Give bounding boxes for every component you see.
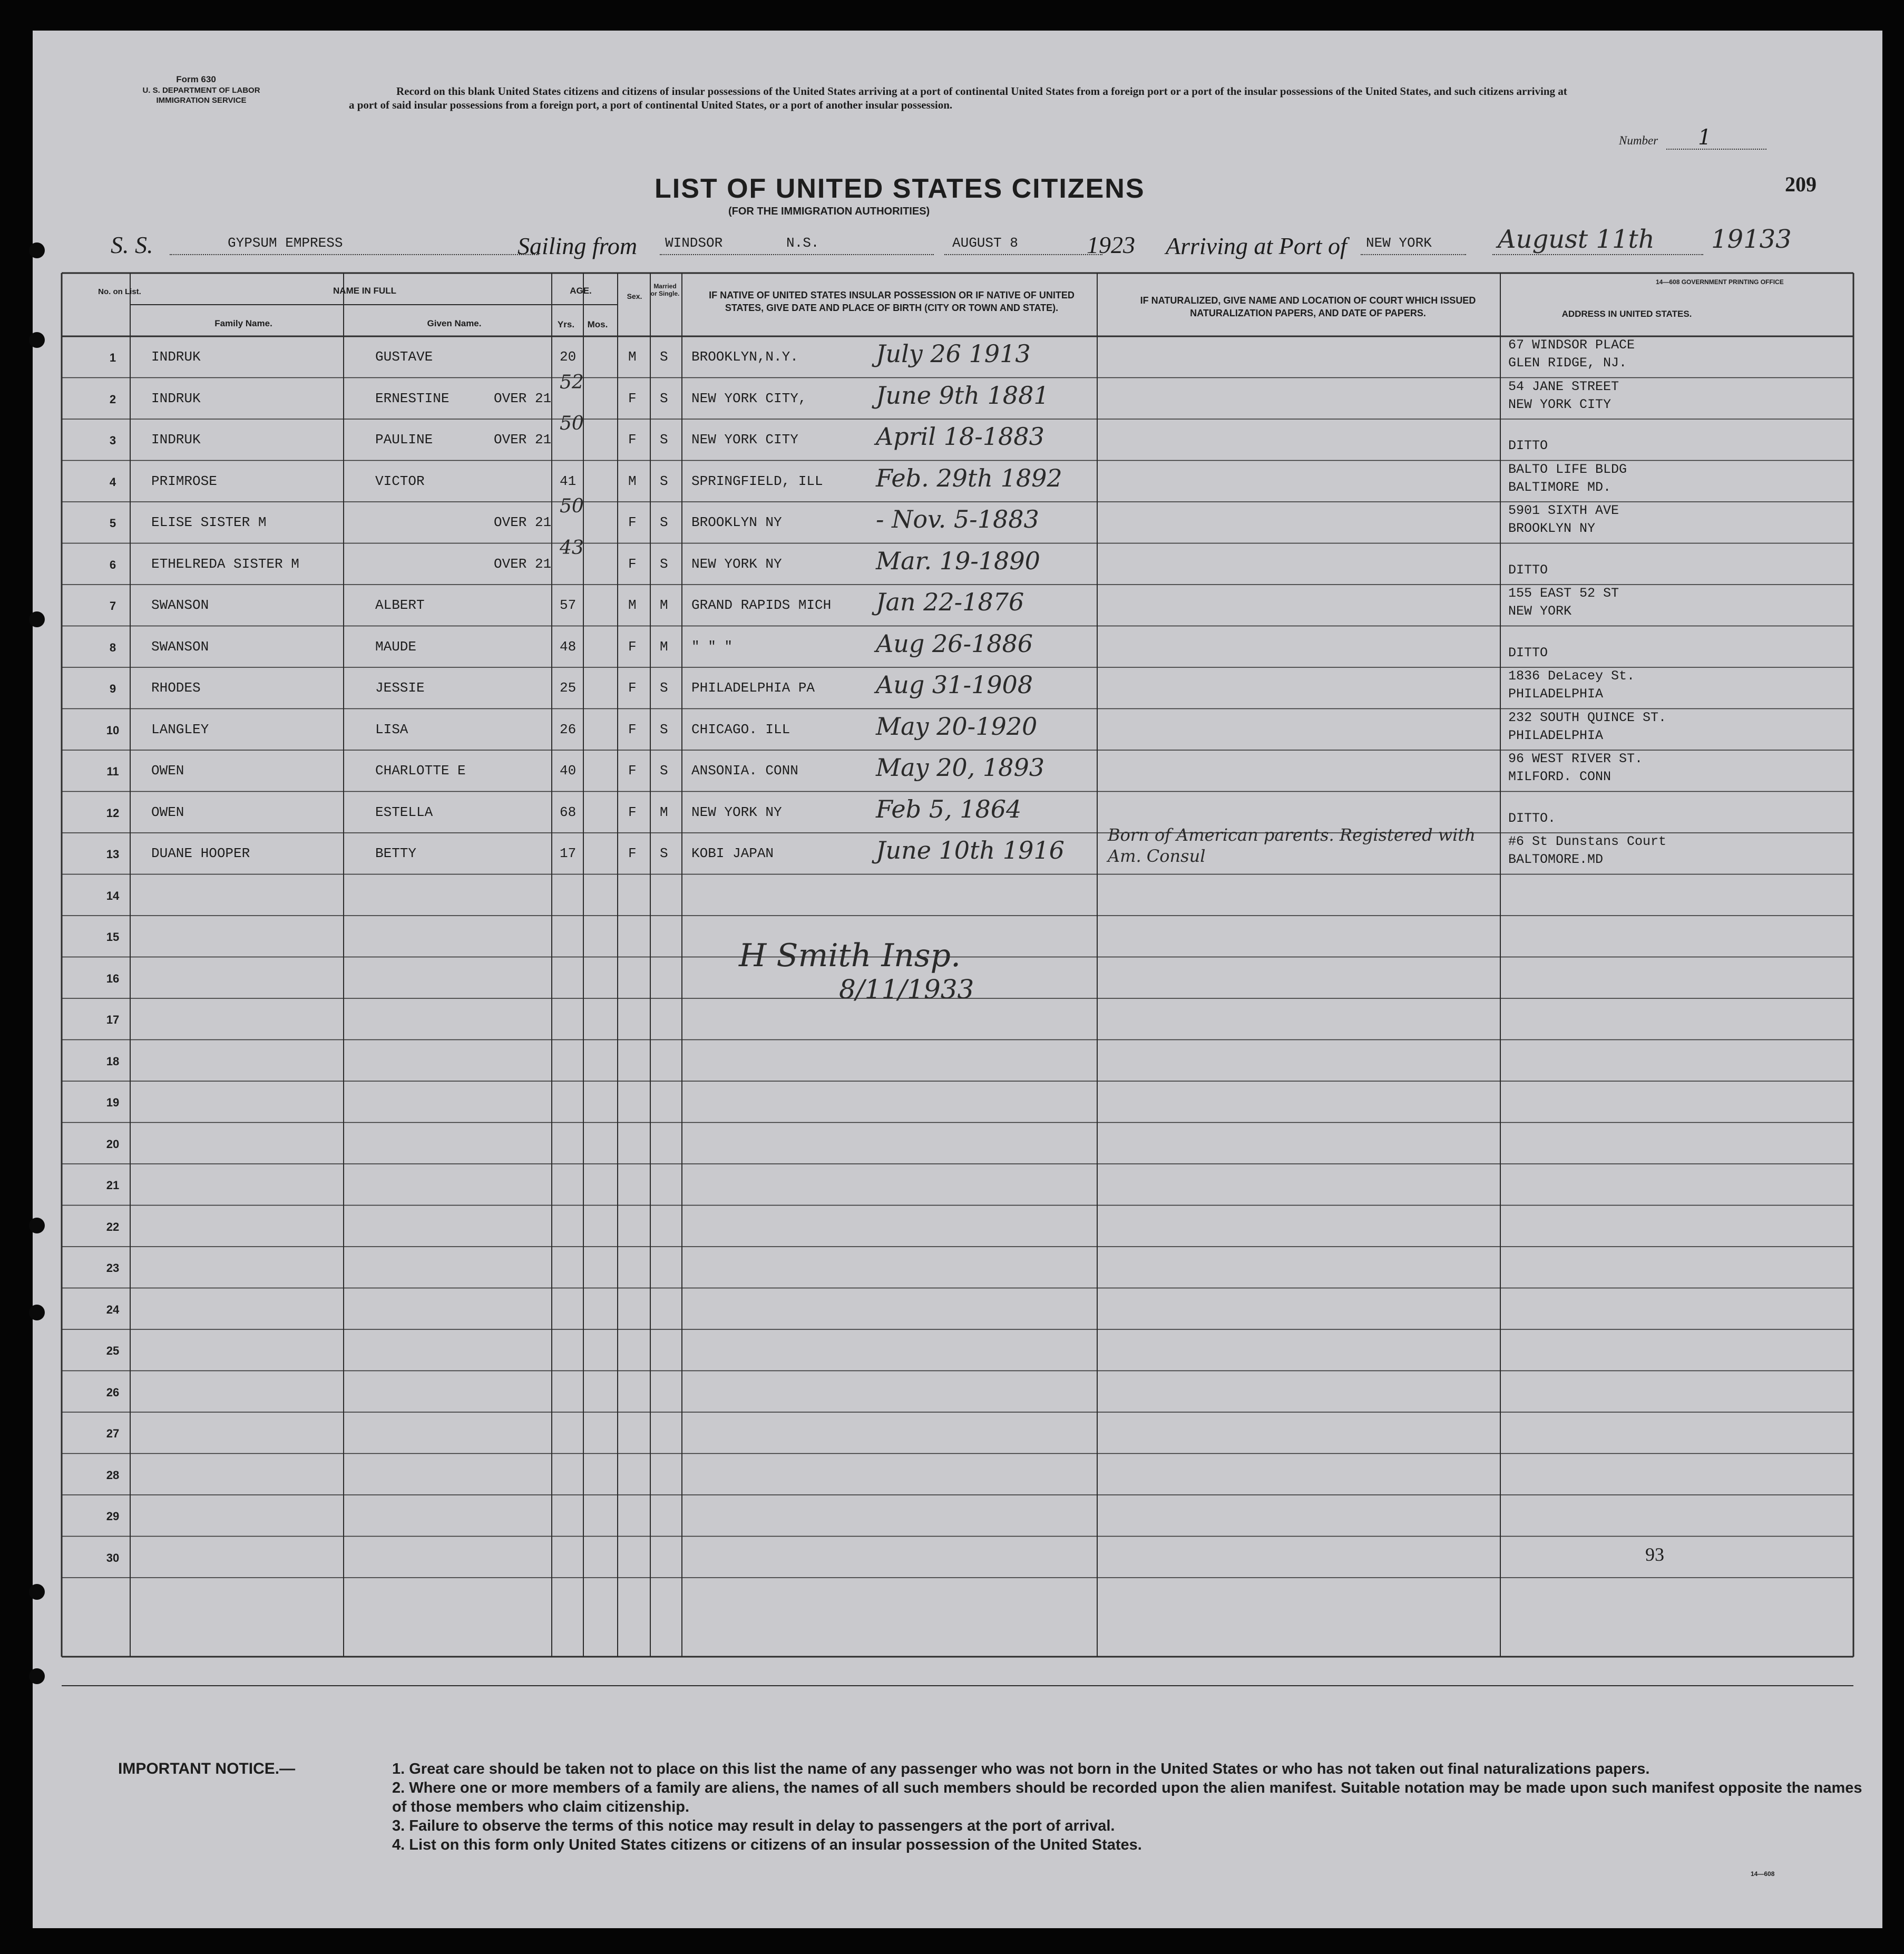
notice-item-2: 2. Where one or more members of a family are aliens, the names of all such members should be recorded upon the alien manifest. Suitable notation may be made upon such manifest opposite the names of those members who claim citizenship. <box>392 1780 1862 1815</box>
age-years: 17 <box>560 845 577 861</box>
col-header-native: IF NATIVE OF UNITED STATES INSULAR POSSESSION OR IF NATIVE OF UNITED STATES, GIVE DATE AND PLACE OF BIRTH (CITY OR TOWN AND STATE). <box>709 290 1075 313</box>
notice-label: IMPORTANT NOTICE.— <box>118 1760 296 1777</box>
row-number: 14 <box>106 889 120 902</box>
row-number: 11 <box>106 765 119 778</box>
birth-date: June 10th 1916 <box>876 836 1065 864</box>
birth-date: Feb. 29th 1892 <box>876 463 1062 492</box>
row-number: 23 <box>106 1261 120 1275</box>
birth-place: BROOKLYN,N.Y. <box>691 349 798 365</box>
punch-hole <box>29 242 45 258</box>
family-name: INDRUK <box>151 349 201 365</box>
given-name: ERNESTINE <box>375 390 450 406</box>
family-name: SWANSON <box>151 638 209 655</box>
ss-label: S. S. <box>111 231 153 258</box>
address-line-2: BROOKLYN NY <box>1508 521 1596 536</box>
row-number: 29 <box>106 1510 120 1523</box>
birth-place: KOBI JAPAN <box>691 845 774 861</box>
row-number: 1 <box>109 351 116 364</box>
notice-items <box>392 1759 1862 1854</box>
address-line-1: 232 SOUTH QUINCE ST. <box>1508 709 1667 725</box>
departure-port: WINDSOR <box>665 235 723 251</box>
row-number: 21 <box>106 1179 120 1192</box>
given-name: VICTOR <box>375 473 425 489</box>
row-number: 26 <box>106 1385 120 1399</box>
address-line-2: PHILADELPHIA <box>1508 686 1604 702</box>
address-line-2: DITTO <box>1508 645 1548 660</box>
row-number: 5 <box>109 517 116 530</box>
row-number: 2 <box>109 392 116 406</box>
arriving-label: Arriving at Port of <box>1166 232 1347 259</box>
sailing-label: Sailing from <box>518 232 638 259</box>
sailing-year: 1923 <box>1087 231 1135 258</box>
birth-date: Feb 5, 1864 <box>876 794 1022 823</box>
family-name: RHODES <box>151 680 201 696</box>
service-line: IMMIGRATION SERVICE <box>156 96 247 105</box>
punch-hole <box>29 611 45 627</box>
birth-date: July 26 1913 <box>876 339 1031 368</box>
marital-status: S <box>660 680 668 696</box>
given-name: BETTY <box>375 845 417 861</box>
age-years: 41 <box>560 473 577 489</box>
punch-hole <box>29 1668 45 1684</box>
row-number: 22 <box>106 1220 120 1233</box>
row-number: 20 <box>106 1137 120 1151</box>
age-years: 26 <box>560 721 577 737</box>
row-number: 28 <box>106 1468 120 1482</box>
department-line: U. S. DEPARTMENT OF LABOR <box>142 86 260 95</box>
birth-date: May 20, 1893 <box>876 753 1044 782</box>
sex: F <box>628 556 637 572</box>
address-line-2: BALTIMORE MD. <box>1508 479 1612 495</box>
sex: M <box>628 597 637 613</box>
sex: F <box>628 763 637 779</box>
col-header-age: AGE. <box>570 286 592 296</box>
ship-name: GYPSUM EMPRESS <box>228 235 343 251</box>
punch-hole <box>29 1218 45 1233</box>
notice-item-4: 4. List on this form only United States citizens or citizens of an insular possession of the United States. <box>392 1836 1142 1853</box>
row-number: 3 <box>109 434 116 447</box>
family-name: ELISE SISTER M <box>151 514 267 530</box>
row-number: 25 <box>106 1344 120 1357</box>
age-years: 40 <box>560 763 577 779</box>
col-header-given: Given Name. <box>427 318 482 328</box>
marital-status: S <box>660 721 668 737</box>
address-line-1: #6 St Dunstans Court <box>1508 834 1667 849</box>
sex: F <box>628 514 637 530</box>
col-header-yrs: Yrs. <box>557 319 575 329</box>
number-label: Number <box>1619 134 1658 147</box>
family-name: INDRUK <box>151 432 201 448</box>
row-number: 27 <box>106 1427 120 1440</box>
birth-date: Aug 31-1908 <box>876 670 1033 699</box>
birth-place: NEW YORK CITY, <box>691 390 807 406</box>
page-number: 209 <box>1785 172 1817 196</box>
marital-status: M <box>660 804 668 820</box>
row-number: 6 <box>109 558 116 571</box>
given-name: LISA <box>375 721 408 737</box>
address-line-1: 1836 DeLacey St. <box>1508 668 1635 684</box>
col-header-married: Married or Single. <box>650 283 680 297</box>
form-code: 14—608 <box>1751 1870 1775 1878</box>
arrival-port: NEW YORK <box>1366 235 1432 251</box>
manifest-page <box>33 31 1882 1928</box>
sex: F <box>628 845 637 861</box>
birth-place: GRAND RAPIDS MICH <box>691 597 832 613</box>
marital-status: S <box>660 514 668 530</box>
address-line-1: 54 JANE STREET <box>1508 378 1619 394</box>
row-number: 18 <box>106 1054 120 1068</box>
birth-date: Aug 26-1886 <box>876 629 1033 658</box>
address-line-2: DITTO <box>1508 438 1548 453</box>
family-name: DUANE HOOPER <box>151 845 250 861</box>
row-number: 8 <box>109 640 116 654</box>
row-number: 4 <box>109 475 116 489</box>
marital-status: S <box>660 763 668 779</box>
col-header-no: No. on List. <box>98 287 141 296</box>
marital-status: S <box>660 390 668 406</box>
col-header-name: NAME IN FULL <box>333 286 396 296</box>
row-number: 16 <box>106 971 120 985</box>
birth-date: April 18-1883 <box>876 422 1044 451</box>
address-line-2: NEW YORK <box>1508 604 1572 619</box>
age-years: 20 <box>560 349 577 365</box>
row-number: 12 <box>106 806 120 820</box>
list-number: 1 <box>1698 125 1712 150</box>
given-name: JESSIE <box>375 680 425 696</box>
birth-place: BROOKLYN NY <box>691 514 782 530</box>
birth-place: SPRINGFIELD, ILL <box>691 473 823 489</box>
row-number: 15 <box>106 930 120 944</box>
notice-item-1: 1. Great care should be taken not to place on this list the name of any passenger who was not born in the United States or who has not taken out final naturalizations papers. <box>392 1761 1650 1777</box>
punch-hole <box>29 1584 45 1600</box>
age-years: OVER 21 <box>494 556 552 572</box>
inspector-date: 8/11/1933 <box>839 974 974 1005</box>
col-header-family: Family Name. <box>214 318 272 328</box>
birth-place: " " " <box>691 638 733 655</box>
age-years: 48 <box>560 638 577 655</box>
row-number: 13 <box>106 848 120 861</box>
address-line-2: DITTO. <box>1508 810 1556 826</box>
age-years: OVER 21 <box>494 514 552 530</box>
form-number: Form 630 <box>176 74 216 84</box>
age-years: OVER 21 <box>494 390 552 406</box>
family-name: OWEN <box>151 763 184 779</box>
sex: F <box>628 680 637 696</box>
row-number: 7 <box>109 599 116 613</box>
birth-place: NEW YORK NY <box>691 804 782 820</box>
inspector-signature: H Smith Insp. <box>739 937 961 974</box>
age-years: 25 <box>560 680 577 696</box>
page-subtitle: (FOR THE IMMIGRATION AUTHORITIES) <box>728 206 930 217</box>
address-line-1: BALTO LIFE BLDG <box>1508 461 1627 477</box>
sex: F <box>628 432 637 448</box>
sex: F <box>628 390 637 406</box>
family-name: SWANSON <box>151 597 209 613</box>
age-correction: 50 <box>560 495 584 517</box>
col-header-address: ADDRESS IN UNITED STATES. <box>1561 309 1692 319</box>
birth-date: Mar. 19-1890 <box>876 546 1040 575</box>
sex: F <box>628 804 637 820</box>
row-number: 19 <box>106 1096 120 1109</box>
given-name: GUSTAVE <box>375 349 433 365</box>
birth-date: May 20-1920 <box>876 712 1038 741</box>
family-name: OWEN <box>151 804 184 820</box>
age-years: OVER 21 <box>494 432 552 448</box>
birth-date: - Nov. 5-1883 <box>876 505 1039 533</box>
row-number: 30 <box>106 1551 120 1564</box>
sailing-date: AUGUST 8 <box>952 235 1018 251</box>
address-line-2: MILFORD. CONN <box>1508 769 1612 784</box>
row-number: 24 <box>106 1302 120 1316</box>
arrival-date: August 11th <box>1498 225 1655 254</box>
birth-date: June 9th 1881 <box>876 381 1049 410</box>
family-name: INDRUK <box>151 390 201 406</box>
address-line-2: BALTOMORE.MD <box>1508 852 1604 867</box>
punch-hole <box>29 332 45 348</box>
birth-place: PHILADELPHIA PA <box>691 680 815 696</box>
naturalization-note: Born of American parents. Registered with Am. Consul <box>1108 825 1476 866</box>
col-header-naturalized: IF NATURALIZED, GIVE NAME AND LOCATION OF COURT WHICH ISSUED NATURALIZATION PAPERS, AND DATE OF PAPERS. <box>1140 295 1476 318</box>
age-correction: 43 <box>560 537 584 559</box>
punch-hole <box>29 1305 45 1320</box>
family-name: LANGLEY <box>151 721 209 737</box>
address-line-2: DITTO <box>1508 562 1548 578</box>
given-name: CHARLOTTE E <box>375 763 466 779</box>
page-title: LIST OF UNITED STATES CITIZENS <box>655 173 1145 204</box>
address-line-1: 5901 SIXTH AVE <box>1508 503 1619 518</box>
birth-place: NEW YORK CITY <box>691 432 798 448</box>
col-header-sex: Sex. <box>627 292 642 300</box>
marital-status: S <box>660 845 668 861</box>
sex: F <box>628 638 637 655</box>
row-number: 10 <box>106 723 120 737</box>
row-number: 9 <box>109 682 116 695</box>
age-correction: 52 <box>560 371 584 393</box>
sex: M <box>628 473 637 489</box>
printing-office: 14—608 GOVERNMENT PRINTING OFFICE <box>1656 278 1784 286</box>
given-name: MAUDE <box>375 638 417 655</box>
row-number: 17 <box>106 1013 120 1026</box>
marital-status: S <box>660 432 668 448</box>
given-name: ALBERT <box>375 597 425 613</box>
given-name: PAULINE <box>375 432 433 448</box>
notice-item-3: 3. Failure to observe the terms of this notice may result in delay to passengers at the port of arrival. <box>392 1817 1115 1834</box>
marital-status: M <box>660 597 668 613</box>
margin-note: 93 <box>1645 1544 1664 1565</box>
address-line-2: NEW YORK CITY <box>1508 396 1612 412</box>
age-correction: 50 <box>560 413 584 434</box>
age-years: 68 <box>560 804 577 820</box>
address-line-2: PHILADELPHIA <box>1508 727 1604 743</box>
marital-status: S <box>660 556 668 572</box>
family-name: ETHELREDA SISTER M <box>151 556 299 572</box>
family-name: PRIMROSE <box>151 473 217 489</box>
birth-place: CHICAGO. ILL <box>691 721 790 737</box>
birth-date: Jan 22-1876 <box>876 588 1024 616</box>
address-line-1: 96 WEST RIVER ST. <box>1508 751 1643 766</box>
address-line-1: 67 WINDSOR PLACE <box>1508 337 1635 353</box>
marital-status: S <box>660 473 668 489</box>
sex: F <box>628 721 637 737</box>
sex: M <box>628 349 637 365</box>
birth-place: ANSONIA. CONN <box>691 763 798 779</box>
departure-region: N.S. <box>786 235 819 251</box>
address-line-1: 155 EAST 52 ST <box>1508 586 1619 601</box>
birth-place: NEW YORK NY <box>691 556 782 572</box>
marital-status: S <box>660 349 668 365</box>
record-instructions: Record on this blank United States citizens and citizens of insular possessions of the United States arriving at a port of continental United States from a foreign port or a port of the insular possessions of the United States, and such citizens arriving at a port of said insular possessions from a foreign port, a port of continental United States, or a port of another insular possession. <box>349 85 1567 111</box>
address-line-2: GLEN RIDGE, NJ. <box>1508 355 1627 371</box>
age-years: 57 <box>560 597 577 613</box>
given-name: ESTELLA <box>375 804 433 820</box>
marital-status: M <box>660 638 668 655</box>
col-header-mos: Mos. <box>587 319 608 329</box>
arrival-year: 19133 <box>1711 225 1792 254</box>
